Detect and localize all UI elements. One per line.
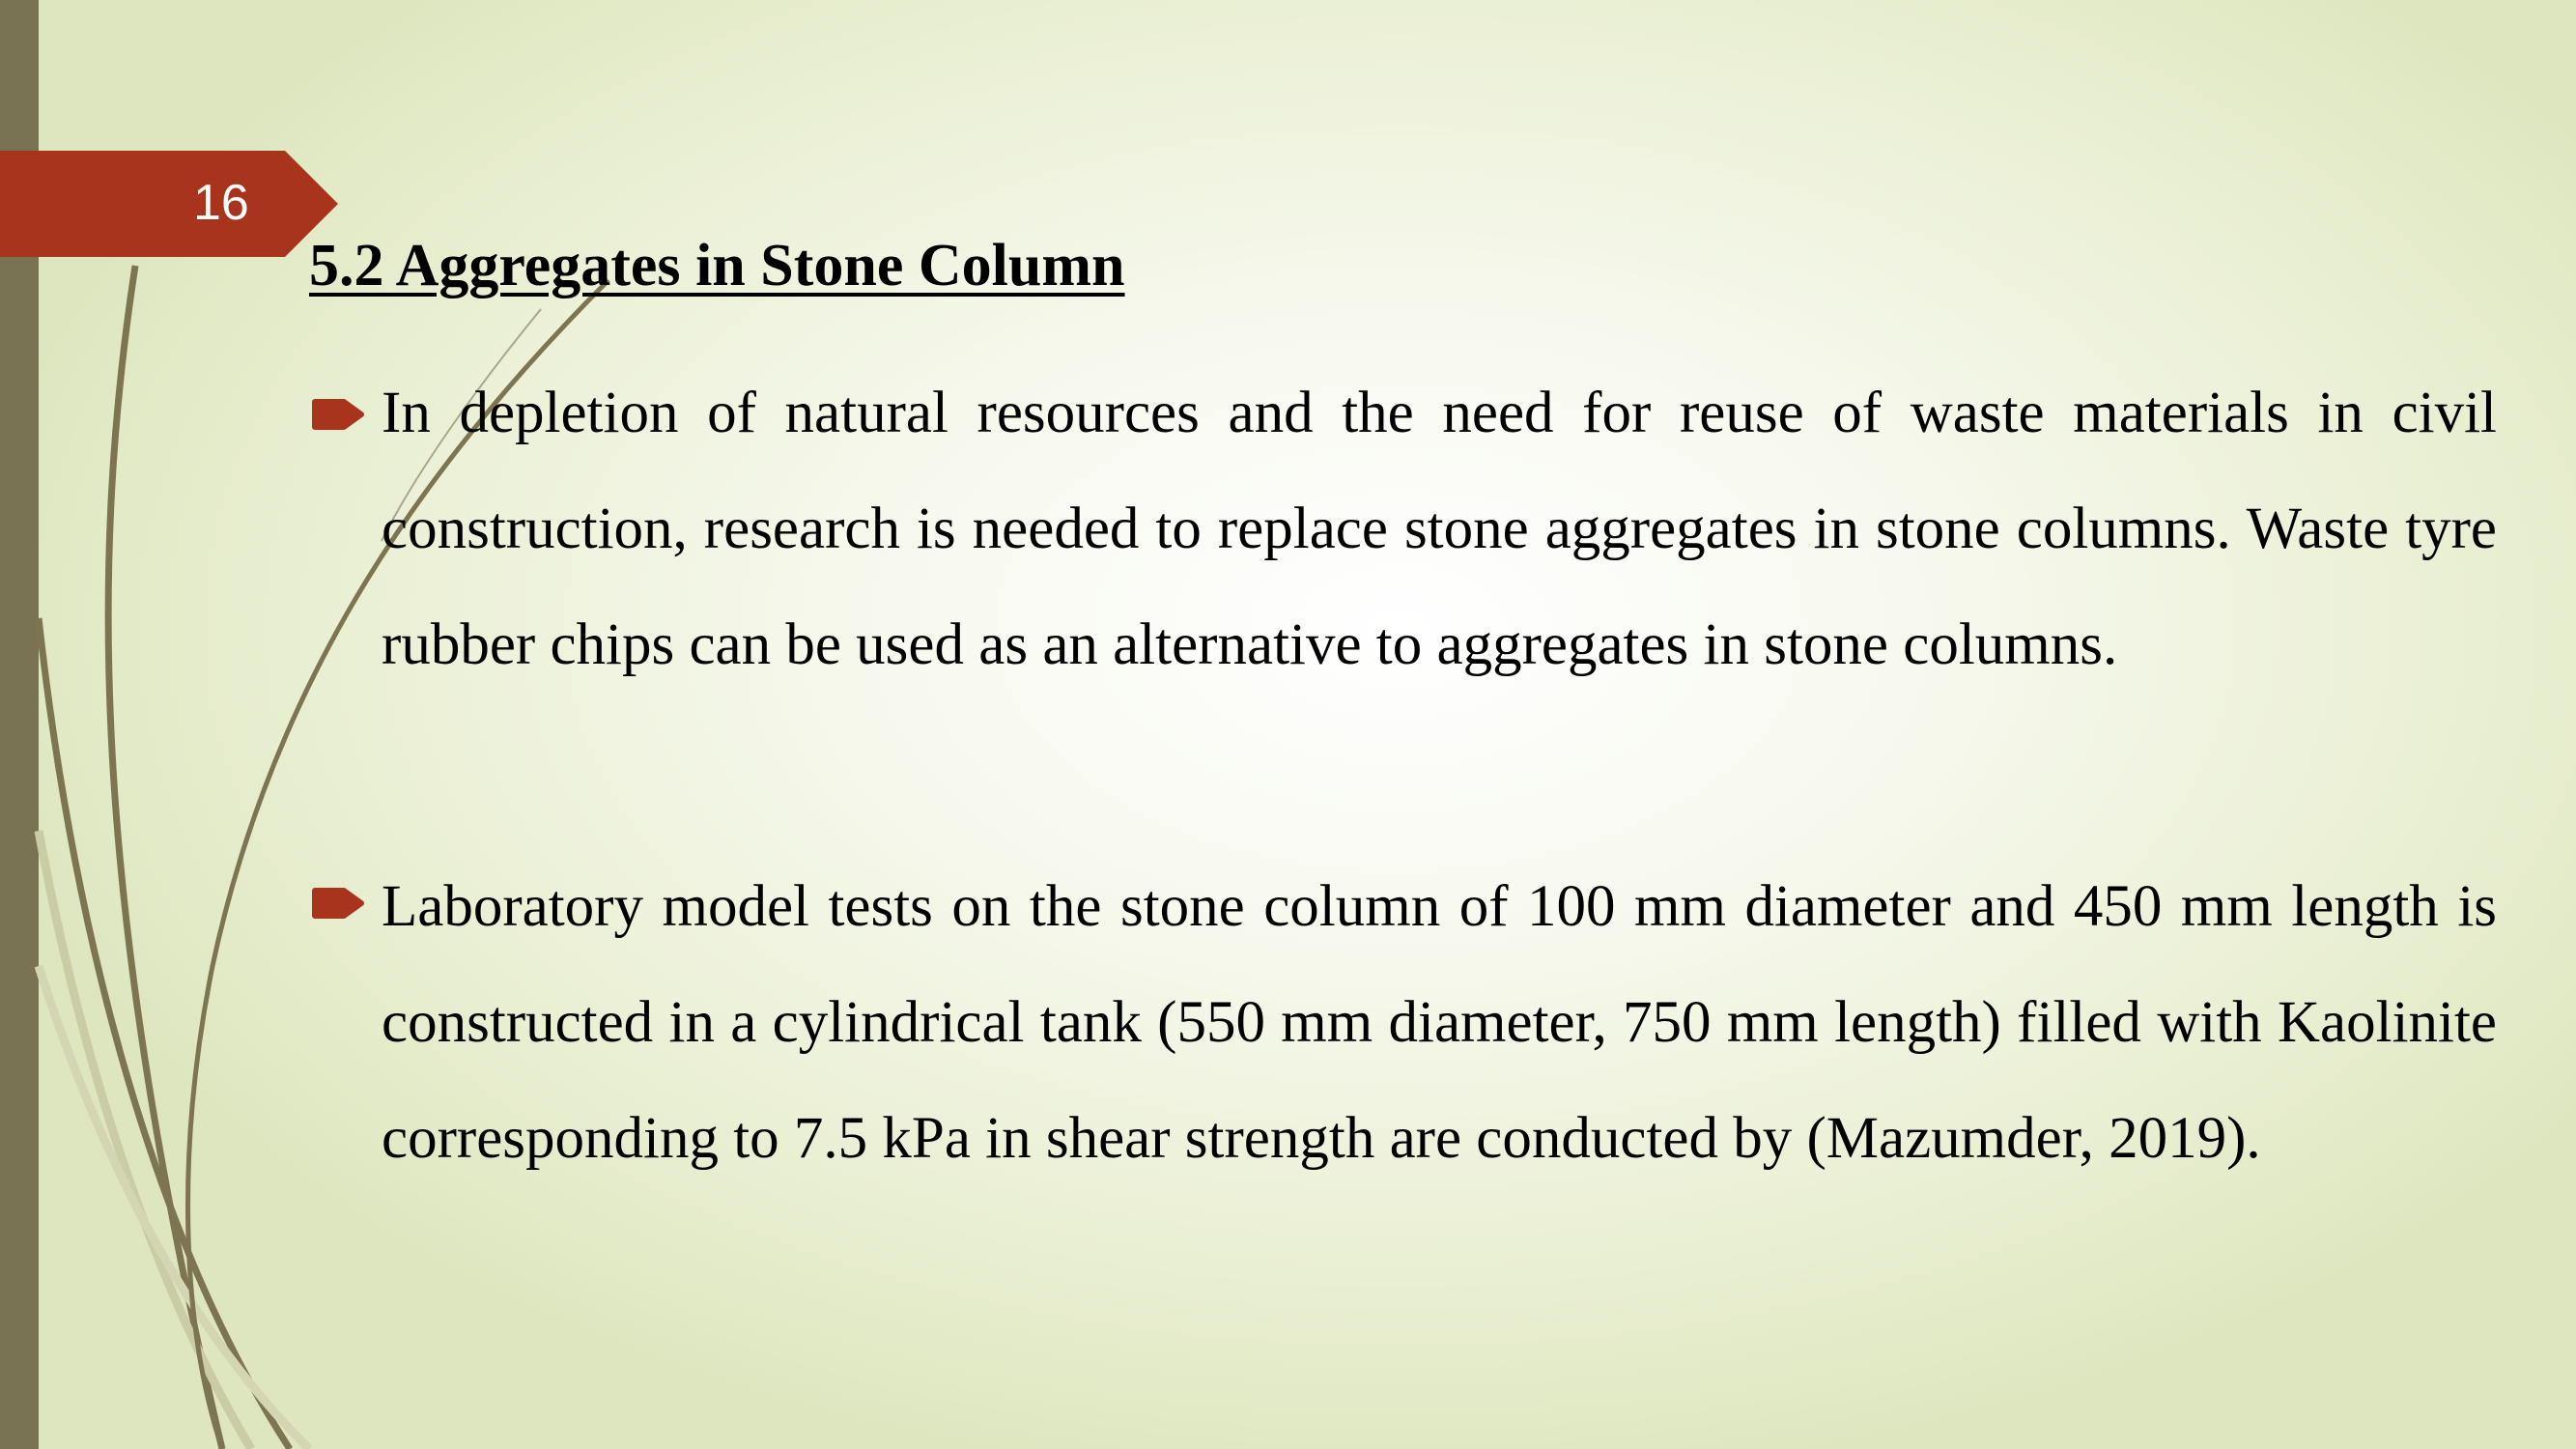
arrow-bullet-icon xyxy=(311,398,365,431)
bullet-text-1: In depletion of natural resources and the need for reuse of waste materials in civil construction, research is needed to replace stone aggregates in stone columns. Waste tyre rubber chips can be used as an alternative to aggregates in stone columns. xyxy=(382,381,2497,677)
bullet-text-2: Laboratory model tests on the stone column of 100 mm diameter and 450 mm length is constructed in a cylindrical tank (550 mm diameter, 750 mm length) filled with Kaolinite corresponding to 7.5 kPa in shear strength are conducted by (Mazumder, 2019). xyxy=(382,874,2497,1171)
slide-number-tag xyxy=(0,151,338,257)
slide-number: 16 xyxy=(193,175,249,231)
slide-title: 5.2 Aggregates in Stone Column xyxy=(309,233,1125,298)
arrow-bullet-icon xyxy=(311,887,365,920)
